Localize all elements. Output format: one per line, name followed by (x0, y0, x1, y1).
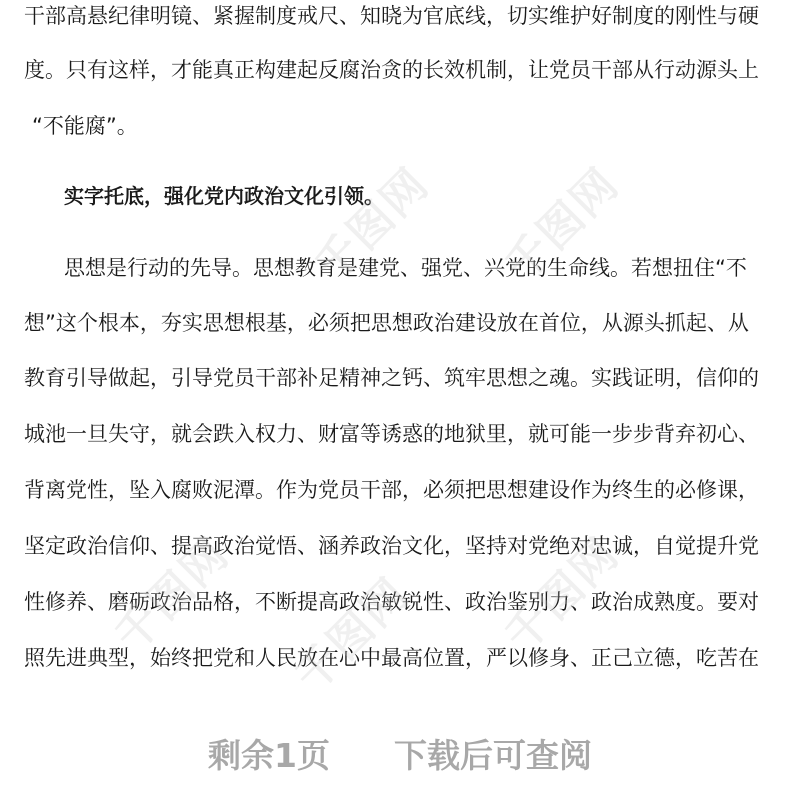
paragraph-line-5: 背离党性，坠入腐败泥潭。作为党员干部，必须把思想建设作为终生的必修课， (24, 478, 759, 502)
download-prompt[interactable] (0, 728, 800, 784)
download-to-view-label[interactable]: 下载后可查阅 (393, 736, 592, 775)
watermark-3: 千图网 (105, 528, 240, 663)
paragraph-line-2: 想”这个根本，夯实思想根基，必须把思想政治建设放在首位，从源头抓起、从 (24, 311, 749, 335)
paragraph-line-3: 教育引导做起，引导党员干部补足精神之钙、筑牢思想之魂。实践证明，信仰的 (24, 366, 759, 390)
text-line-3: “不能腐”。 (32, 114, 138, 138)
text-line-2: 度。只有这样，才能真正构建起反腐治贪的长效机制，让党员干部从行动源头上 (24, 58, 759, 82)
paragraph-line-4: 城池一旦失守，就会跌入权力、财富等诱惑的地狱里，就可能一步步背弃初心、 (24, 422, 759, 446)
watermark-1: 千图网 (305, 158, 440, 293)
paragraph-line-8: 照先进典型，始终把党和人民放在心中最高位置，严以修身、正己立德，吃苦在 (24, 646, 759, 670)
section-heading: 实字托底，强化党内政治文化引领。 (64, 184, 384, 208)
text-line-1: 干部高悬纪律明镜、紧握制度戒尺、知晓为官底线，切实维护好制度的刚性与硬 (24, 4, 759, 28)
paragraph-line-6: 坚定政治信仰、提高政治觉悟、涵养政治文化，坚持对党绝对忠诚，自觉提升党 (24, 534, 759, 558)
watermark-4: 千图网 (285, 568, 420, 703)
watermark-2: 千图网 (495, 158, 630, 293)
paragraph-line-7: 性修养、磨砺政治品格，不断提高政治敏锐性、政治鉴别力、政治成熟度。要对 (24, 590, 759, 614)
watermark-5: 千图网 (495, 528, 630, 663)
paragraph-line-1: 思想是行动的先导。思想教育是建党、强党、兴党的生命线。若想扭住“不 (64, 256, 747, 280)
remaining-pages-label: 剩余1页 (208, 736, 330, 775)
